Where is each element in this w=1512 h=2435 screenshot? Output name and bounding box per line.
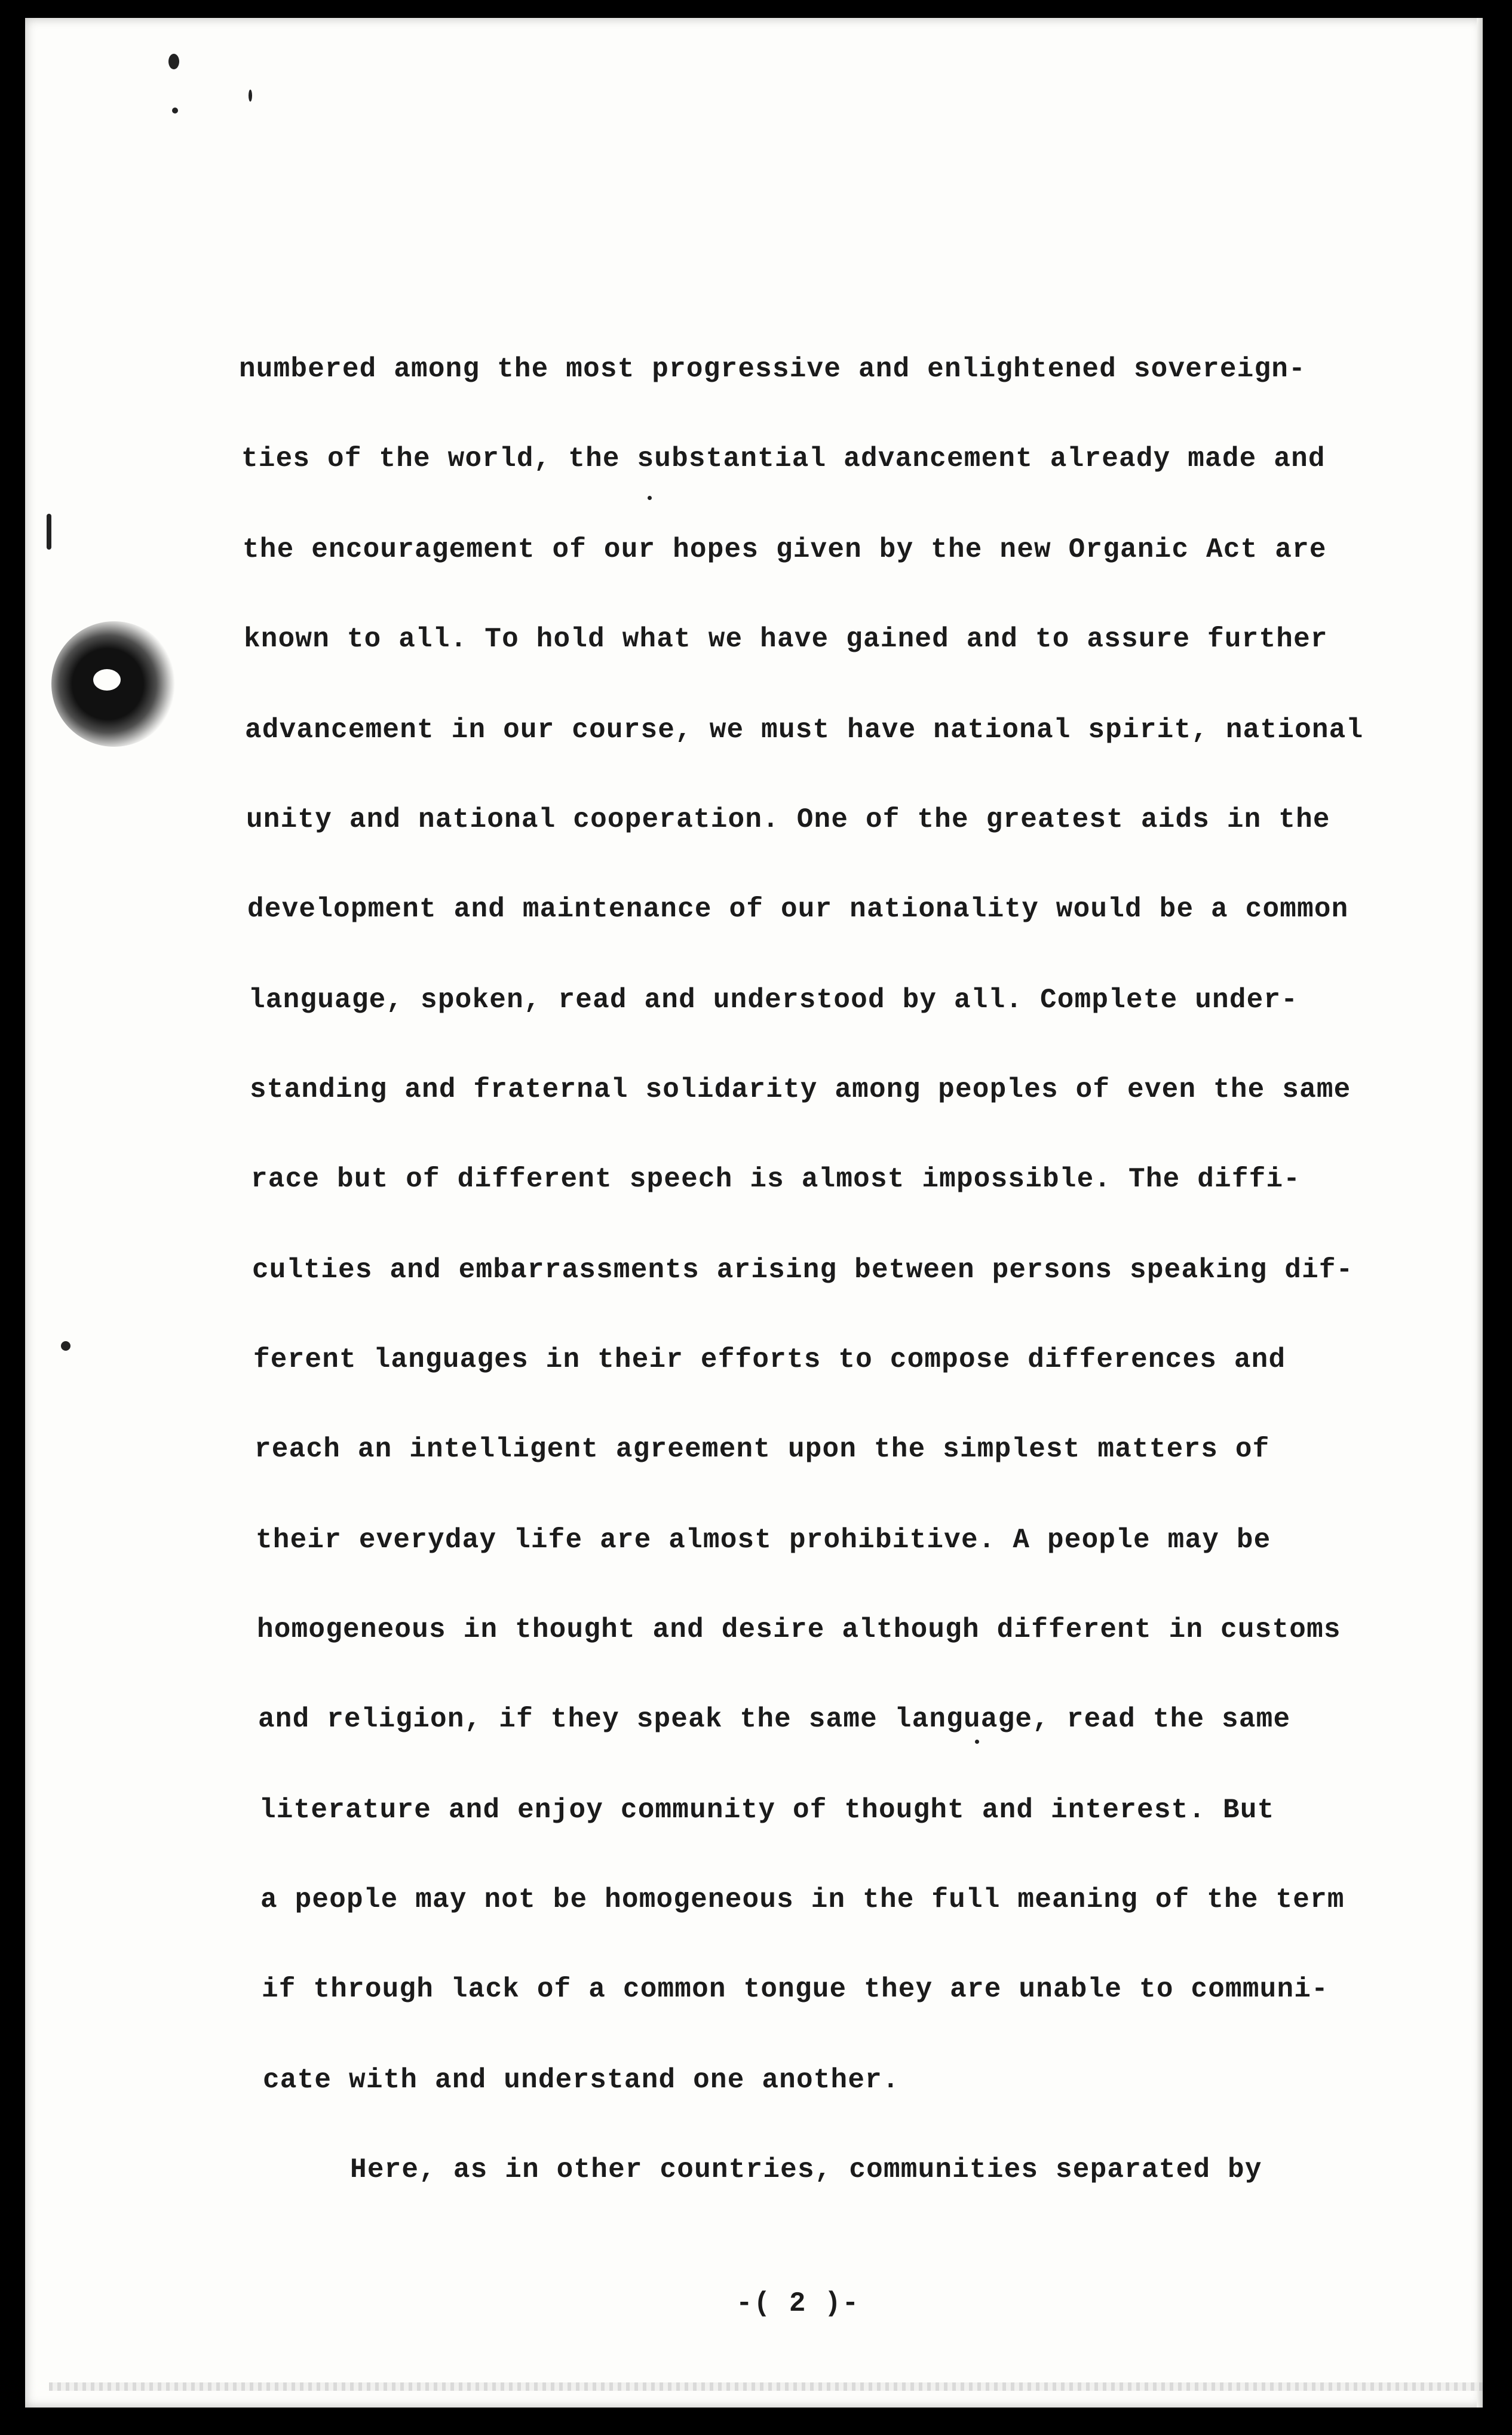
speck-mark xyxy=(975,1740,979,1744)
text-line: known to all. To hold what we have gained and to assure further xyxy=(244,624,1328,655)
text-line: advancement in our course, we must have national spirit, national xyxy=(245,714,1364,746)
text-line: development and maintenance of our nationality would be a common xyxy=(247,894,1349,925)
page-edge-shadow xyxy=(1477,18,1483,2408)
text-line: their everyday life are almost prohibitive. A people may be xyxy=(256,1525,1271,1556)
text-line: and religion, if they speak the same language, read the same xyxy=(258,1704,1291,1735)
speck-mark xyxy=(61,1341,70,1351)
text-line: race but of different speech is almost impossible. The diffi- xyxy=(251,1164,1301,1195)
speck-mark xyxy=(648,496,652,500)
text-line: a people may not be homogeneous in the full meaning of the term xyxy=(260,1884,1345,1915)
text-line: unity and national cooperation. One of the greatest aids in the xyxy=(246,804,1330,835)
text-line: ties of the world, the substantial advancement already made and xyxy=(241,443,1326,474)
page-number: -( 2 )- xyxy=(736,2288,860,2319)
typewritten-page xyxy=(25,18,1483,2408)
text-line: culties and embarrassments arising between persons speaking dif- xyxy=(252,1255,1354,1286)
text-line: reach an intelligent agreement upon the simplest matters of xyxy=(254,1434,1270,1465)
page-bottom-edge xyxy=(49,2382,1483,2391)
speck-mark xyxy=(168,54,179,69)
speck-mark xyxy=(249,90,252,102)
text-line: homogeneous in thought and desire although different in customs xyxy=(257,1614,1341,1645)
text-line: Here, as in other countries, communities separated by xyxy=(264,2154,1262,2185)
text-line: literature and enjoy community of thought and interest. But xyxy=(259,1795,1275,1826)
text-line: if through lack of a common tongue they are unable to communi- xyxy=(262,1974,1329,2005)
text-line: numbered among the most progressive and enlightened sovereign- xyxy=(239,354,1306,385)
text-line: cate with and understand one another. xyxy=(263,2065,900,2096)
ink-blot-stain xyxy=(51,621,177,747)
text-line: the encouragement of our hopes given by the new Organic Act are xyxy=(243,534,1327,565)
text-line: standing and fraternal solidarity among peoples of even the same xyxy=(250,1074,1351,1105)
ink-blot-hole xyxy=(93,669,121,691)
speck-mark xyxy=(172,108,178,114)
text-line: language, spoken, read and understood by all. Complete under- xyxy=(249,985,1299,1016)
speck-mark xyxy=(47,514,51,550)
text-line: ferent languages in their efforts to compose differences and xyxy=(253,1344,1286,1375)
